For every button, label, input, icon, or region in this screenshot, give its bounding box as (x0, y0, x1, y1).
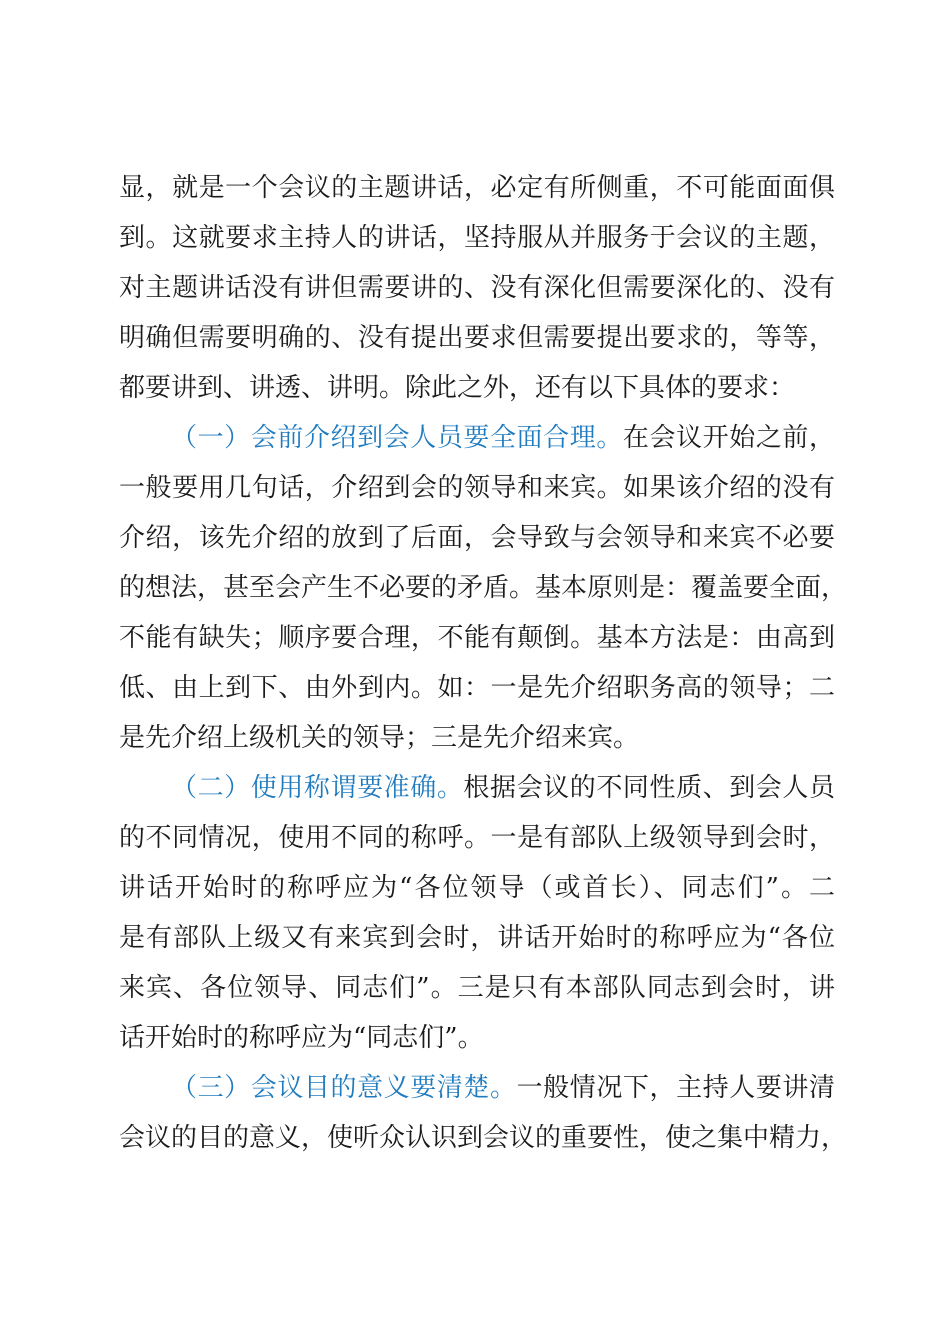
body-line: 一般要用几句话，介绍到会的领导和来宾。如果该介绍的没有 (119, 473, 835, 503)
body-line: 介绍，该先介绍的放到了后面，会导致与会领导和来宾不必要 (119, 523, 835, 553)
body-text: 在会议开始之前， (622, 423, 835, 453)
body-line: 到。这就要求主持人的讲话，坚持服从并服务于会议的主题， (119, 223, 835, 253)
body-line: 是有部队上级又有来宾到会时，讲话开始时的称呼应为“各位 (119, 923, 835, 953)
body-text: 一般情况下，主持人要讲清 (516, 1073, 835, 1103)
body-line: 的不同情况，使用不同的称呼。一是有部队上级领导到会时， (119, 823, 835, 853)
body-line: 对主题讲话没有讲但需要讲的、没有深化但需要深化的、没有 (119, 273, 835, 303)
body-line: 都要讲到、讲透、讲明。除此之外，还有以下具体的要求： (119, 373, 796, 403)
section-heading: （三）会议目的意义要清楚。 (171, 1073, 517, 1103)
body-line: 明确但需要明确的、没有提出要求但需要提出要求的，等等， (119, 323, 835, 353)
body-line: 来宾、各位领导、同志们”。三是只有本部队同志到会时，讲 (119, 973, 835, 1003)
section-heading: （二）使用称谓要准确。 (171, 773, 464, 803)
body-line: 是先介绍上级机关的领导；三是先介绍来宾。 (119, 723, 640, 753)
body-text: 根据会议的不同性质、到会人员 (463, 773, 835, 803)
body-line: 不能有缺失；顺序要合理，不能有颠倒。基本方法是：由高到 (119, 623, 835, 653)
body-line: 低、由上到下、由外到内。如：一是先介绍职务高的领导；二 (119, 673, 835, 703)
body-line: 显，就是一个会议的主题讲话，必定有所侧重，不可能面面俱 (119, 173, 835, 203)
body-line: 会议的目的意义，使听众认识到会议的重要性，使之集中精力， (119, 1123, 848, 1153)
section-first-line (119, 1063, 835, 1113)
body-line: 讲话开始时的称呼应为“各位领导（或首长）、同志们”。二 (119, 873, 835, 903)
section-heading: （一）会前介绍到会人员要全面合理。 (171, 423, 623, 453)
document-body (119, 163, 848, 1163)
section-first-line (119, 413, 835, 463)
body-line: 话开始时的称呼应为“同志们”。 (119, 1023, 484, 1053)
section-first-line (119, 763, 835, 813)
body-line: 的想法，甚至会产生不必要的矛盾。基本原则是：覆盖要全面， (119, 573, 848, 603)
